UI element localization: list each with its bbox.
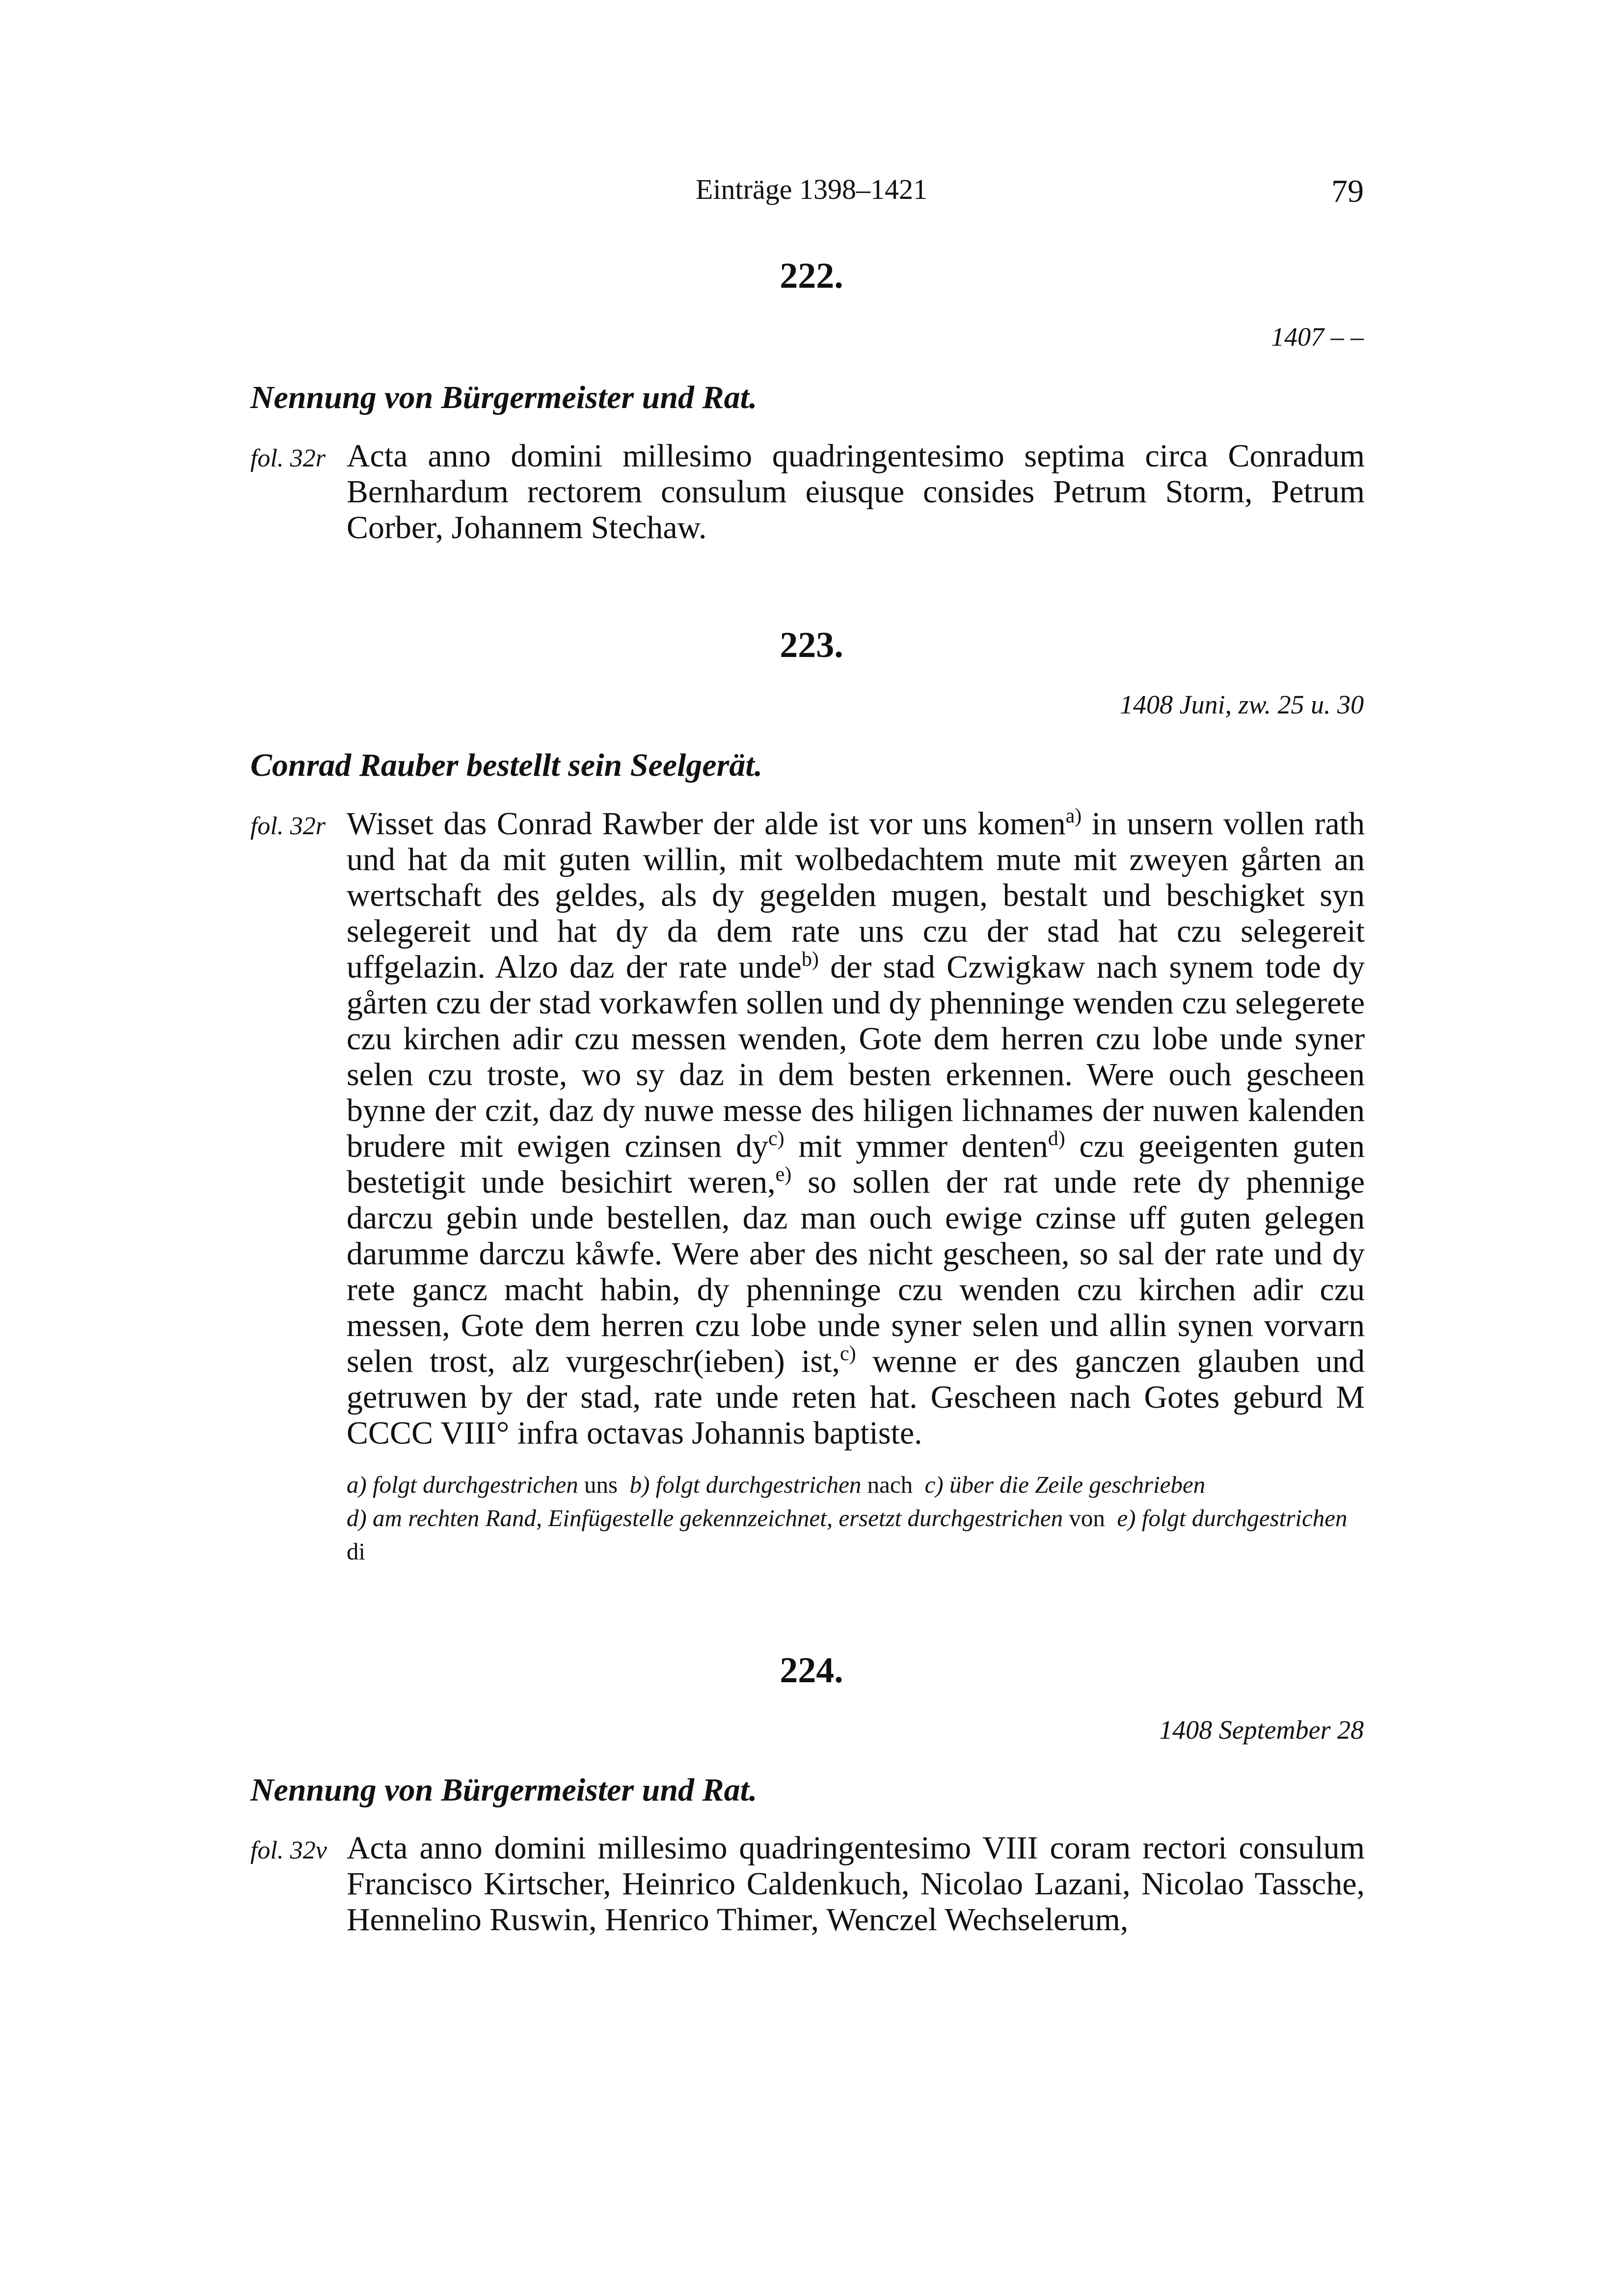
page-number: 79 bbox=[1331, 173, 1364, 209]
text-segment: mit ymmer denten bbox=[784, 1128, 1048, 1164]
entry-date-224: 1408 September 28 bbox=[1159, 1715, 1364, 1745]
text-segment: der stad Czwigkaw nach synem tode dy gårten czu der stad vorkawfen sollen und dy phenninge wenden czu selegerete czu kirchen adir czu messen wenden, Gote dem herren czu lobe unde syner selen czu troste, wo sy daz in dem besten erkennen. Were ouch gescheen bynne der czit, daz dy nuwe messe des hiligen lichnames der nuwen kalenden brudere mit ewigen czinsen dy bbox=[347, 949, 1365, 1164]
text-segment: czu geeigenten guten bestetigit unde besichirt weren, bbox=[347, 1128, 1365, 1200]
note-word: von bbox=[1069, 1504, 1105, 1531]
note-label: e) folgt durchgestrichen bbox=[1117, 1504, 1348, 1531]
entry-date-223: 1408 Juni, zw. 25 u. 30 bbox=[1120, 690, 1364, 719]
note-word: di bbox=[347, 1538, 366, 1565]
note-word: nach bbox=[867, 1471, 913, 1498]
footnote-marker-c-2: c) bbox=[840, 1342, 856, 1365]
footnote-marker-e: e) bbox=[775, 1163, 792, 1186]
footnote-marker-b: b) bbox=[801, 948, 819, 971]
entry-text-222: Acta anno domini millesimo quadringentesimo septima circa Conradum Bernhardum rectorem consulum eiusque consides Petrum Storm, Petrum Corber, Johannem Stechaw. bbox=[347, 438, 1365, 546]
note-label: a) folgt durchgestrichen bbox=[347, 1471, 578, 1498]
note-label: d) am rechten Rand, Einfügestelle gekennzeichnet, ersetzt durchgestrichen bbox=[347, 1504, 1063, 1531]
footnote-marker-d: d) bbox=[1048, 1127, 1065, 1150]
entry-number-224: 224. bbox=[780, 1650, 843, 1691]
folio-ref-222: fol. 32r bbox=[250, 444, 326, 472]
text-segment: wenne er des ganczen glauben und getruwen by der stad, rate unde reten hat. Gescheen nach Gotes geburd M CCCC VIII° infra octavas Johannis baptiste. bbox=[347, 1343, 1365, 1451]
note-label: b) folgt durchgestrichen bbox=[629, 1471, 862, 1498]
folio-ref-224: fol. 32v bbox=[250, 1836, 327, 1864]
entry-title-222: Nennung von Bürgermeister und Rat. bbox=[250, 380, 757, 415]
entry-title-223: Conrad Rauber bestellt sein Seelgerät. bbox=[250, 747, 763, 783]
textual-notes-223 bbox=[347, 1468, 1365, 1568]
note-word: uns bbox=[584, 1471, 618, 1498]
entry-number-222: 222. bbox=[780, 256, 843, 296]
text-segment: Wisset das Conrad Rawber der alde ist vor uns komen bbox=[347, 806, 1066, 842]
footnote-marker-a: a) bbox=[1065, 805, 1082, 827]
entry-title-224: Nennung von Bürgermeister und Rat. bbox=[250, 1772, 757, 1808]
folio-ref-223: fol. 32r bbox=[250, 812, 326, 840]
entry-date-222: 1407 – – bbox=[1271, 322, 1364, 352]
entry-number-223: 223. bbox=[780, 625, 843, 665]
text-segment: so sollen der rat unde rete dy phennige darczu gebin unde bestellen, daz man ouch ewige czinse uff guten gelegen darumme darczu kåwfe. Were aber des nicht gescheen, so sal der rate und dy rete gancz macht habin, dy phenninge czu wenden czu kirchen adir czu messen, Gote dem herren czu lobe unde syner selen und allin synen vorvarn selen trost, alz vurgeschr(ieben) ist, bbox=[347, 1164, 1365, 1379]
entry-text-224: Acta anno domini millesimo quadringentesimo VIII coram rectori consulum Francisco Kirtscher, Heinrico Caldenkuch, Nicolao Lazani, Nicolao Tassche, Hennelino Ruswin, Henrico Thimer, Wenczel Wechselerum, bbox=[347, 1830, 1365, 1938]
note-label: c) über die Zeile geschrieben bbox=[924, 1471, 1206, 1498]
text-segment: in unsern vollen rath und hat da mit guten willin, mit wolbedachtem mute mit zweyen gårten an wertschaft des geldes, als dy gegelden mugen, bestalt und beschigket syn selegereit und hat dy da dem rate uns czu der stad hat czu selegereit uffgelazin. Alzo daz der rate unde bbox=[347, 806, 1365, 985]
entry-text-223 bbox=[347, 806, 1365, 1451]
running-title: Einträge 1398–1421 bbox=[696, 173, 927, 205]
footnote-marker-c: c) bbox=[768, 1127, 784, 1150]
